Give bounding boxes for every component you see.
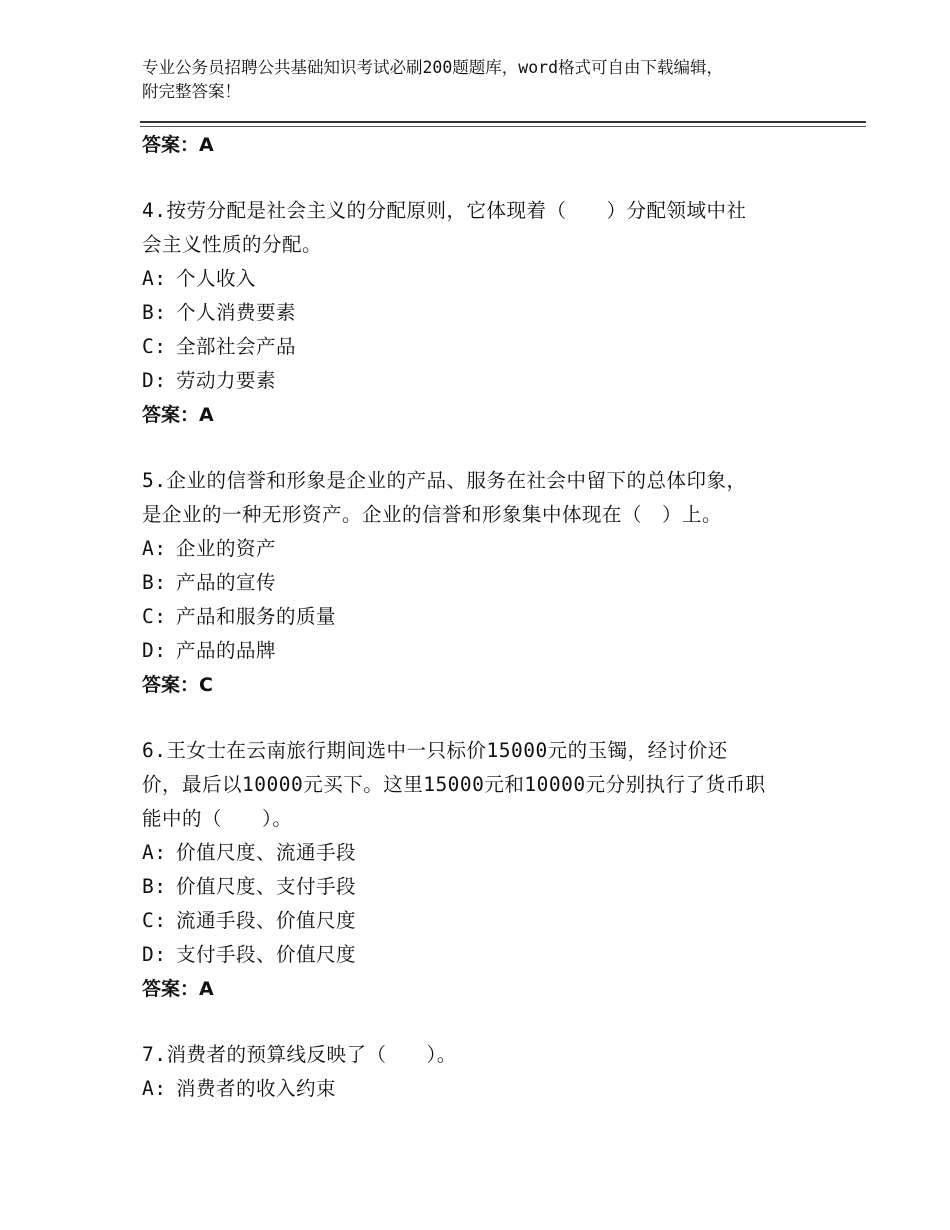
option-a — [142, 1072, 822, 1106]
option-text: 产品和服务的质量 — [176, 605, 337, 628]
option-text: 企业的资产 — [176, 537, 277, 560]
option-key: C: — [142, 605, 167, 628]
question-text: 价，最后以10000元买下。这里15000元和10000元分别执行了货币职 — [142, 773, 766, 796]
option-text: 产品的宣传 — [176, 571, 277, 594]
question-list — [142, 128, 822, 1106]
question-block — [142, 734, 822, 1006]
option-b — [142, 870, 822, 904]
question-text: 7.消费者的预算线反映了（ ）。 — [142, 1043, 457, 1066]
option-c — [142, 330, 822, 364]
option-a — [142, 262, 822, 296]
option-a — [142, 532, 822, 566]
option-d — [142, 364, 822, 398]
option-d — [142, 634, 822, 668]
header-divider-thin — [140, 126, 866, 127]
option-key: D: — [142, 943, 167, 966]
option-text: 支付手段、价值尺度 — [176, 943, 357, 966]
option-text: 个人消费要素 — [176, 301, 297, 324]
option-text: 劳动力要素 — [176, 369, 277, 392]
option-key: B: — [142, 301, 167, 324]
option-c — [142, 904, 822, 938]
option-text: 全部社会产品 — [176, 335, 297, 358]
header-line-1: 专业公务员招聘公共基础知识考试必刷200题题库，word格式可自由下载编辑， — [142, 58, 724, 77]
option-key: C: — [142, 909, 167, 932]
question-text: 5.企业的信誉和形象是企业的产品、服务在社会中留下的总体印象， — [142, 469, 747, 492]
option-key: D: — [142, 639, 167, 662]
option-c — [142, 600, 822, 634]
option-key: B: — [142, 571, 167, 594]
option-text: 消费者的收入约束 — [176, 1077, 337, 1100]
question-text: 4.按劳分配是社会主义的分配原则，它体现着（ ）分配领域中社 — [142, 199, 747, 222]
option-key: A: — [142, 267, 167, 290]
option-key: D: — [142, 369, 167, 392]
answer-line: 答案：C — [142, 674, 213, 696]
question-text: 是企业的一种无形资产。企业的信誉和形象集中体现在（ ）上。 — [142, 503, 723, 526]
question-block — [142, 1038, 822, 1106]
option-text: 价值尺度、支付手段 — [176, 875, 357, 898]
question-block — [142, 194, 822, 432]
question-block — [142, 464, 822, 702]
option-text: 流通手段、价值尺度 — [176, 909, 357, 932]
question-text: 会主义性质的分配。 — [142, 233, 323, 256]
option-d — [142, 938, 822, 972]
header-divider-thick — [140, 121, 866, 123]
option-key: A: — [142, 537, 167, 560]
option-b — [142, 296, 822, 330]
option-key: B: — [142, 875, 167, 898]
option-text: 个人收入 — [176, 267, 257, 290]
option-a — [142, 836, 822, 870]
option-text: 价值尺度、流通手段 — [176, 841, 357, 864]
answer-line: 答案：A — [142, 404, 214, 426]
option-text: 产品的品牌 — [176, 639, 277, 662]
page-header — [142, 56, 842, 104]
question-text: 能中的（ ）。 — [142, 807, 293, 830]
answer-line: 答案：A — [142, 978, 214, 1000]
question-text: 6.王女士在云南旅行期间选中一只标价15000元的玉镯，经讨价还 — [142, 739, 728, 762]
header-line-2: 附完整答案！ — [142, 82, 241, 101]
option-b — [142, 566, 822, 600]
option-key: A: — [142, 1077, 167, 1100]
option-key: C: — [142, 335, 167, 358]
option-key: A: — [142, 841, 167, 864]
answer-line: 答案：A — [142, 134, 214, 156]
